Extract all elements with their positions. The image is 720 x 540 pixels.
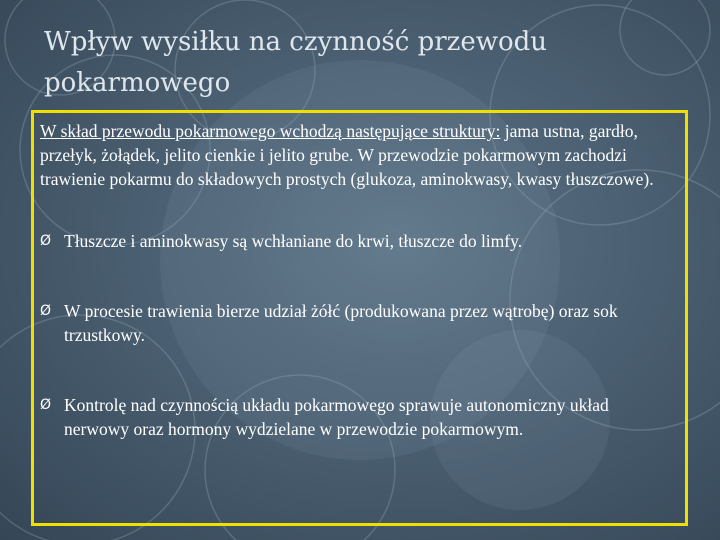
bullet-item: [40, 229, 677, 253]
content-box: [31, 110, 688, 526]
bullet-text: Kontrolę nad czynnością układu pokarmowego sprawuje autonomiczny układ nerwowy oraz hormony wydzielane w przewodzie pokarmowym.: [64, 395, 609, 439]
intro-underlined-text: W skład przewodu pokarmowego wchodzą następujące struktury:: [40, 121, 501, 141]
intro-paragraph: [40, 119, 677, 191]
arrow-bullet-icon: Ø: [40, 233, 52, 249]
arrow-bullet-icon: Ø: [40, 303, 52, 319]
bullet-text: W procesie trawienia bierze udział żółć (produkowana przez wątrobę) oraz sok trzustkowy.: [64, 301, 618, 345]
intro-text: jama ustna, gardło, przełyk, żołądek, jelito cienkie i jelito grube. W przewodzie pokarmowym zachodzi trawienie pokarmu do składowych prostych (glukoza, aminokwasy, kwasy tłuszczowe).: [40, 121, 654, 189]
bullet-item: [40, 393, 677, 441]
bullet-text: Tłuszcze i aminokwasy są wchłaniane do krwi, tłuszcze do limfy.: [64, 231, 523, 251]
bullet-list: [40, 229, 677, 441]
bullet-item: [40, 299, 677, 347]
arrow-bullet-icon: Ø: [40, 397, 52, 413]
slide-title: Wpływ wysiłku na czynność przewodu pokarmowego: [44, 27, 548, 98]
